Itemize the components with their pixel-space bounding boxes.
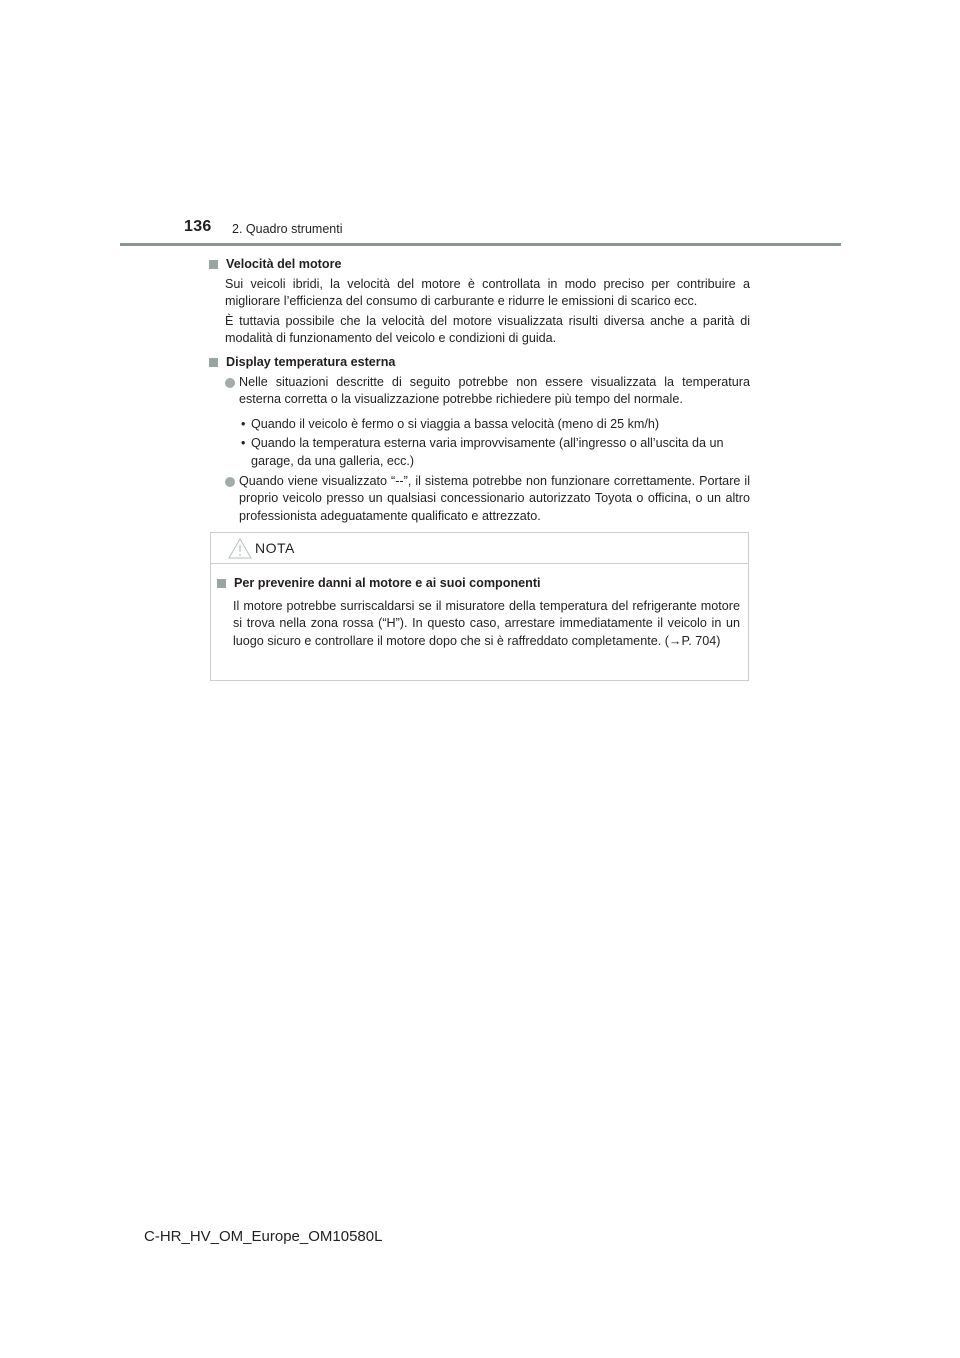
note-body [217, 573, 740, 650]
circle-bullet-icon [225, 378, 235, 388]
sub-list-item-text: Quando il veicolo è fermo o si viaggia a bassa velocità (meno di 25 km/h) [251, 416, 660, 431]
list-item-text: Quando viene visualizzato “--”, il sistema potrebbe non funzionare correttamente. Portare il proprio veicolo presso un qualsiasi concessionario autorizzato Toyota o officina, o un altro professionista adeguatamente qualificato e attrezzato. [239, 473, 750, 523]
list-item-text: Nelle situazioni descritte di seguito potrebbe non essere visualizzata la temperatura esterna corretta o la visualizzazione potrebbe richiedere più tempo del normale. [239, 374, 750, 407]
section-heading-engine-speed [209, 256, 750, 274]
section-heading-outside-temp [209, 354, 750, 372]
square-icon [209, 358, 218, 367]
circle-bullet-icon [225, 477, 235, 487]
warning-triangle-icon [228, 538, 252, 559]
heading-text: Velocità del motore [226, 257, 342, 271]
bullet-mark: • [241, 416, 246, 431]
sub-list-item [209, 416, 750, 434]
list-item [209, 473, 750, 526]
main-content [209, 254, 750, 525]
note-box [210, 532, 749, 681]
note-title: NOTA [255, 540, 295, 556]
heading-text: Display temperatura esterna [226, 354, 396, 369]
note-header [211, 533, 748, 564]
list-item [209, 374, 750, 409]
page-number: 136 [184, 218, 212, 235]
bullet-mark: • [241, 436, 246, 451]
header-rule [120, 243, 841, 246]
sub-list-item [209, 435, 750, 470]
document-code: C-HR_HV_OM_Europe_OM10580L [144, 1228, 383, 1245]
section-title: 2. Quadro strumenti [232, 222, 343, 236]
square-icon [209, 260, 218, 269]
paragraph: È tuttavia possibile che la velocità del motore visualizzata risulti diversa anche a parità di modalità di funzionamento del veicolo e condizioni di guida. [225, 313, 750, 346]
note-paragraph: Il motore potrebbe surriscaldarsi se il misuratore della temperatura del refrigerante motore si trova nella zona rossa (“H”). In questo caso, arrestare immediatamente il veicolo in un luogo sicuro e controllare il motore dopo che si è raffreddato completamente. (→P. 704) [233, 598, 740, 648]
square-icon [217, 579, 226, 588]
paragraph: Sui veicoli ibridi, la velocità del motore è controllata in modo preciso per contribuire a migliorare l’efficienza del consumo di carburante e ridurre le emissioni di scarico ecc. [225, 276, 750, 309]
sub-list-item-text: Quando la temperatura esterna varia improvvisamente (all’ingresso o all’uscita da un garage, da una galleria, ecc.) [251, 436, 724, 468]
note-heading [217, 575, 740, 593]
heading-text: Per prevenire danni al motore e ai suoi componenti [234, 576, 541, 590]
